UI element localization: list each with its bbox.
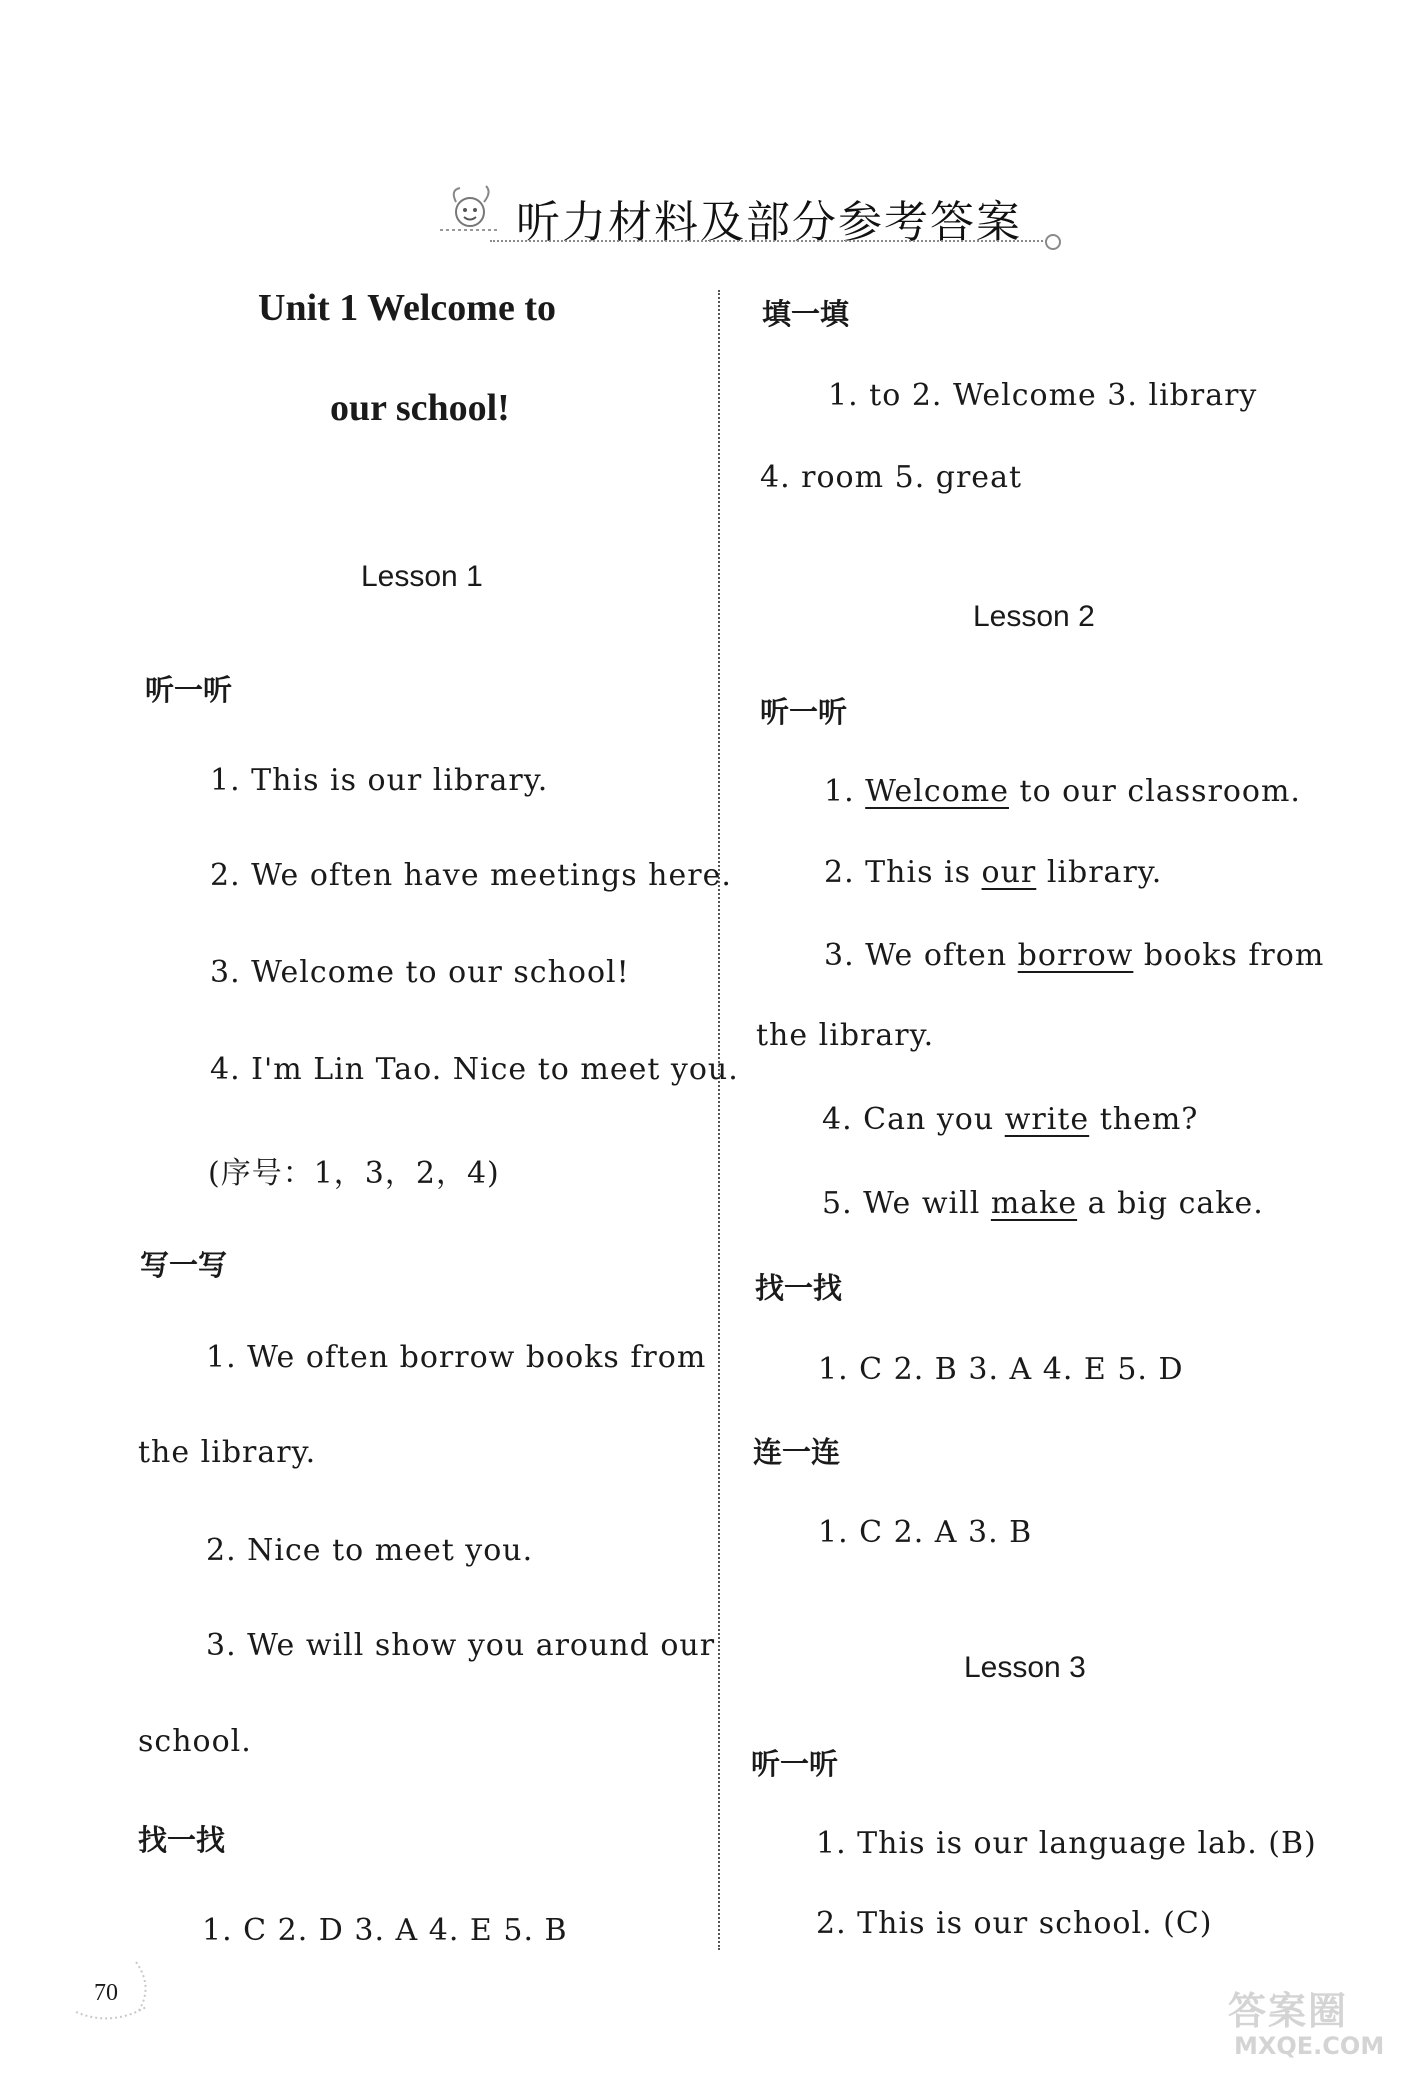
list-item-continuation: the library. [756,1018,935,1053]
watermark-logo-text: 答案圈 [1228,1989,1349,2033]
list-item: 1. We often borrow books from [206,1340,707,1375]
underlined-answer: Welcome [865,774,1009,809]
section-heading-find: 找一找 [138,1823,226,1857]
unit-title-line-2: our school! [330,387,510,429]
section-heading-fill: 填一填 [762,297,850,331]
answer-line: 1. C 2. A 3. B [818,1515,1033,1550]
list-item: 1. This is our library. [210,763,549,798]
underlined-answer: our [981,855,1037,890]
title-underline [490,240,1050,244]
answer-line: 1. C 2. B 3. A 4. E 5. D [818,1352,1184,1387]
answer-line: 4. room 5. great [760,460,1023,495]
list-item: 2. We often have meetings here. [210,858,732,893]
decorative-doodle-icon [430,180,510,240]
lesson-3-heading: Lesson 3 [964,1651,1086,1684]
list-item: 5. We will make a big cake. [822,1186,1264,1221]
underlined-answer: make [990,1186,1078,1221]
underlined-answer: borrow [1017,938,1134,973]
list-item: 1. Welcome to our classroom. [824,774,1301,809]
underlined-answer: write [1004,1102,1090,1137]
list-item: 3. We will show you around our [206,1628,716,1663]
list-item: 1. This is our language lab. (B) [816,1826,1317,1861]
page-header [430,178,1030,258]
section-heading-write: 写一写 [140,1248,228,1282]
answer-order: (序号：1，3，2，4) [208,1156,500,1191]
section-heading-listen: 听一听 [145,673,233,707]
watermark-url: MXQE.COM [1234,2032,1385,2060]
list-item: 2. This is our library. [824,855,1163,890]
section-heading-connect: 连一连 [753,1435,841,1469]
title-end-dot [1045,234,1061,250]
lesson-1-heading: Lesson 1 [361,560,483,593]
list-item: 4. I'm Lin Tao. Nice to meet you. [210,1052,739,1087]
unit-title-line-1: Unit 1 Welcome to [258,287,556,329]
list-item: 2. This is our school. (C) [816,1906,1213,1941]
column-divider [718,290,720,1950]
list-item-continuation: the library. [138,1435,317,1470]
section-heading-listen: 听一听 [751,1747,839,1781]
list-item: 4. Can you write them? [822,1102,1199,1137]
watermark [1228,1980,1398,2080]
section-heading-listen: 听一听 [760,695,848,729]
page-title: 听力材料及部分参考答案 [516,197,1022,248]
list-item-continuation: school. [138,1724,252,1759]
answer-line: 1. C 2. D 3. A 4. E 5. B [202,1913,568,1948]
list-item: 2. Nice to meet you. [206,1533,534,1568]
section-heading-find: 找一找 [755,1271,843,1305]
list-item: 3. We often borrow books from [824,938,1325,973]
answer-line: 1. to 2. Welcome 3. library [828,378,1258,413]
list-item: 3. Welcome to our school! [210,955,630,990]
page-number: 70 [94,1980,118,2006]
lesson-2-heading: Lesson 2 [973,600,1095,633]
